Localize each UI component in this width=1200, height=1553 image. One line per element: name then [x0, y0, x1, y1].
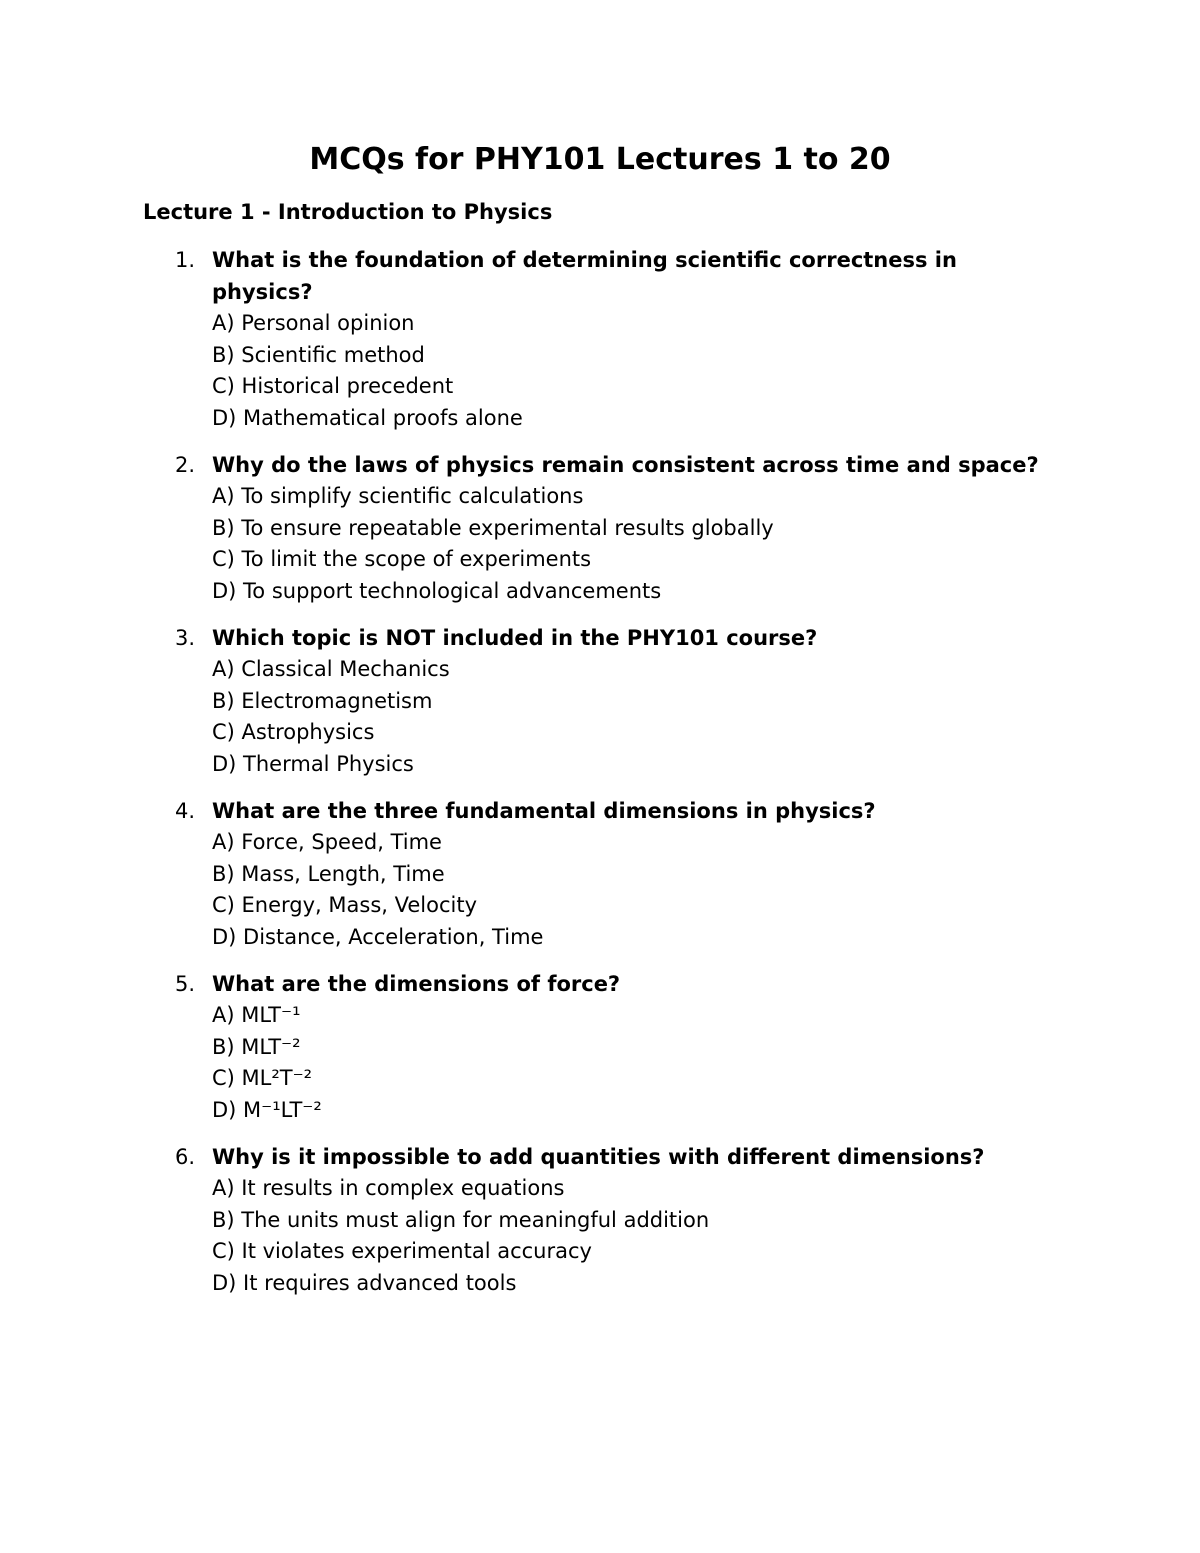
- question-item: [0, 244, 1200, 434]
- answer-option: A) It results in complex equations: [212, 1176, 565, 1200]
- answer-option: D) M⁻¹LT⁻²: [212, 1097, 322, 1122]
- question-text: Why do the laws of physics remain consistent across time and space?: [212, 453, 1039, 477]
- question-text: What is the foundation of determining scientific correctness in physics?: [212, 248, 957, 304]
- option-list: [212, 481, 1200, 607]
- answer-option: C) Astrophysics: [212, 720, 375, 744]
- answer-option: B) Mass, Length, Time: [212, 861, 445, 886]
- answer-option: D) Distance, Acceleration, Time: [212, 924, 544, 949]
- question-list: [0, 244, 1200, 1314]
- answer-option: C) Energy, Mass, Velocity: [212, 893, 478, 917]
- answer-option: C) ML²T⁻²: [212, 1066, 313, 1090]
- answer-option: D) To support technological advancements: [212, 578, 662, 603]
- lecture-heading: Lecture 1 - Introduction to Physics: [143, 200, 553, 224]
- answer-option: A) MLT⁻¹: [212, 1003, 301, 1027]
- question-item: [0, 1141, 1200, 1299]
- option-list: [212, 827, 1200, 953]
- question-number: 5.: [175, 972, 196, 996]
- answer-option: A) Classical Mechanics: [212, 657, 450, 681]
- question-number: 2.: [175, 453, 196, 477]
- answer-option: D) Mathematical proofs alone: [212, 405, 523, 430]
- answer-option: A) To simplify scientific calculations: [212, 484, 584, 508]
- option-list: [212, 1000, 1200, 1126]
- answer-option: B) Scientific method: [212, 342, 425, 367]
- answer-option: D) It requires advanced tools: [212, 1270, 517, 1295]
- question-number: 1.: [175, 248, 196, 272]
- question-text: What are the dimensions of force?: [212, 972, 621, 996]
- option-list: [212, 308, 1200, 434]
- question-number: 4.: [175, 799, 196, 823]
- page-title: MCQs for PHY101 Lectures 1 to 20: [309, 142, 891, 177]
- answer-option: C) It violates experimental accuracy: [212, 1239, 592, 1263]
- question-text: Why is it impossible to add quantities with different dimensions?: [212, 1145, 985, 1169]
- question-item: [0, 622, 1200, 780]
- answer-option: A) Force, Speed, Time: [212, 830, 442, 854]
- option-list: [212, 1173, 1200, 1299]
- question-number: 6.: [175, 1145, 196, 1169]
- answer-option: B) The units must align for meaningful addition: [212, 1207, 710, 1232]
- answer-option: C) To limit the scope of experiments: [212, 547, 592, 571]
- question-item: [0, 449, 1200, 607]
- answer-option: D) Thermal Physics: [212, 751, 414, 776]
- option-list: [212, 654, 1200, 780]
- answer-option: A) Personal opinion: [212, 311, 415, 335]
- question-item: [0, 968, 1200, 1126]
- question-number: 3.: [175, 626, 196, 650]
- answer-option: B) MLT⁻²: [212, 1034, 301, 1059]
- question-item: [0, 795, 1200, 953]
- question-text: Which topic is NOT included in the PHY101 course?: [212, 626, 818, 650]
- answer-option: B) Electromagnetism: [212, 688, 433, 713]
- answer-option: B) To ensure repeatable experimental results globally: [212, 515, 774, 540]
- question-text: What are the three fundamental dimensions in physics?: [212, 799, 876, 823]
- answer-option: C) Historical precedent: [212, 374, 454, 398]
